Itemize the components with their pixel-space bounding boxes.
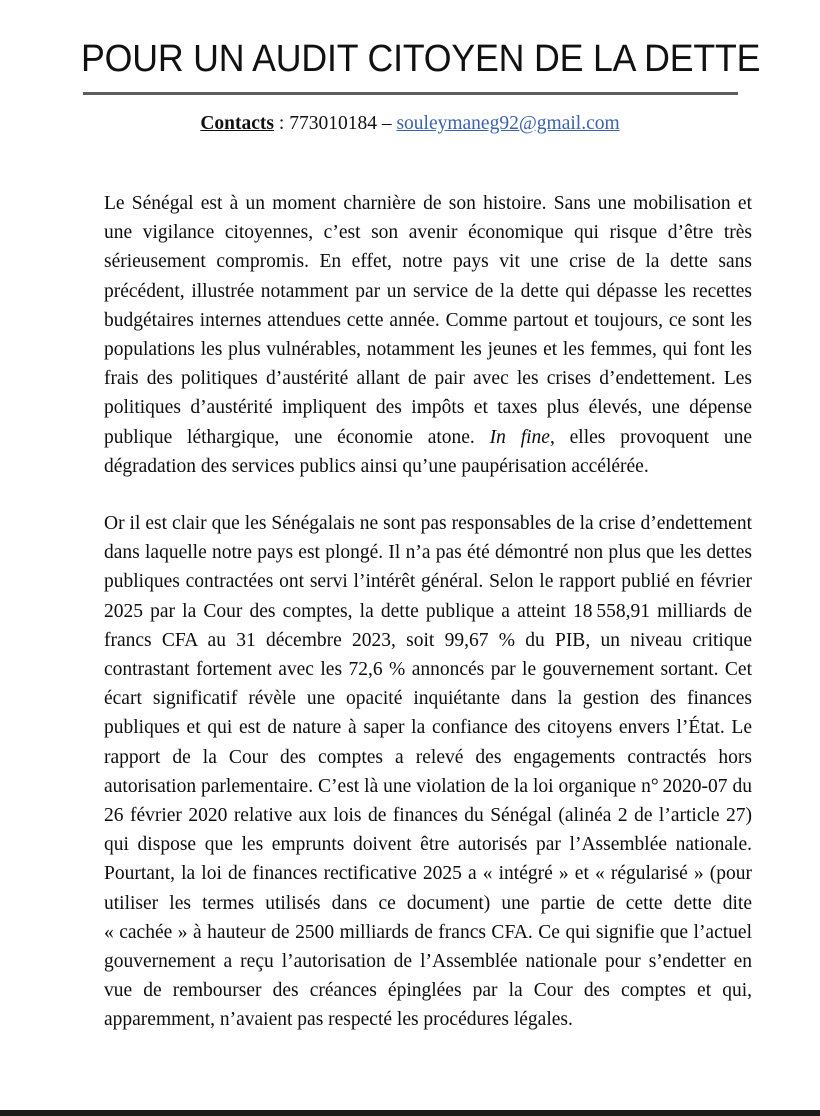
paragraph: Le Sénégal est à un moment charnière de son histoire. Sans une mobilisation et une vigilance citoyennes, c’est son avenir économique qui risque d’être très sérieusement compromis. En effet, notre pays vit une crise de la dette sans précédent, illustrée notamment par un service de la dette qui dépasse les recettes budgétaires internes attendues cette année. Comme partout et toujours, ce sont les populations les plus vulnérables, notamment les jeunes et les femmes, qui font les frais des politiques d’austérité allant de pair avec les crises d’endettement. Les politiques d’austérité impliquent des impôts et taxes plus élevés, une dépense publique léthargique, une économie atone. In fine, elles provoquent une dégradation des services publics ainsi qu’une paupérisation accélérée.: [104, 193, 752, 477]
contacts-dash: –: [376, 113, 397, 134]
document-header: [0, 0, 820, 137]
title-divider: [83, 92, 738, 95]
page-footer-bar: [0, 1110, 820, 1116]
paragraph: Or il est clair que les Sénégalais ne sont pas responsables de la crise d’endettement dans laquelle notre pays est plongé. Il n’a pas été démontré non plus que les dettes publiques contractées ont servi l’intérêt général. Selon le rapport publié en février 2025 par la Cour des comptes, la dette publique a atteint 18 558,91 milliards de francs CFA au 31 décembre 2023, soit 99,67 % du PIB, un niveau critique contrastant fortement avec les 72,6 % annoncés par le gouvernement sortant. Cet écart significatif révèle une opacité inquiétante dans la gestion des finances publiques et qui est de nature à saper la confiance des citoyens envers l’État. Le rapport de la Cour des comptes a relevé des engagements contractés hors autorisation parlementaire. C’est là une violation de la loi organique n° 2020-07 du 26 février 2020 relative aux lois de finances du Sénégal (alinéa 2 de l’article 27) qui dispose que les emprunts doivent être autorisés par l’Assemblée nationale. Pourtant, la loi de finances rectificative 2025 a « intégré » et « régularisé » (pour utiliser les termes utilisés dans ce document) une partie de cette dette dite « cachée » à hauteur de 2500 milliards de francs CFA. Ce qui signifie que l’actuel gouvernement a reçu l’autorisation de l’Assemblée nationale pour s’endetter en vue de rembourser des créances épinglées par la Cour des comptes et qui, apparemment, n’avaient pas respecté les procédures légales.: [104, 513, 752, 1031]
contact-phone: 773010184: [289, 113, 377, 134]
contacts-separator: :: [274, 113, 290, 134]
contacts-line: [0, 111, 820, 137]
page-title: POUR UN AUDIT CITOYEN DE LA DETTE: [81, 38, 761, 80]
document-body: [0, 137, 820, 1035]
contact-email-link[interactable]: souleymaneg92@gmail.com: [396, 113, 620, 134]
contacts-label: Contacts: [200, 113, 275, 134]
